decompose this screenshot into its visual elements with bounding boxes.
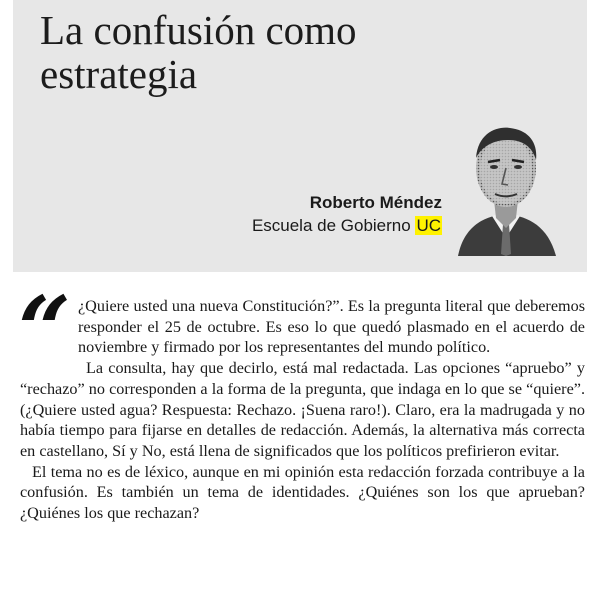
headline-line-1: La confusión como <box>40 7 357 53</box>
headline-line-2: estrategia <box>40 51 198 97</box>
paragraph-1: ¿Quiere usted una nueva Constitución?”. Es la pregunta literal que deberemos responder el 25 de octubre. Es eso lo que quedó plasmado en el acuerdo de noviembre y firmado por los representantes del mundo político. <box>78 297 585 357</box>
paragraph-2: La consulta, hay que decirlo, está mal redactada. Las opciones “apruebo” y “rechazo” no corresponden a la forma de la pregunta, que indaga en lo que se “quiere”. (¿Quiere usted agua? Respuesta: Rechazo. ¡Suena raro!). Claro, era la madrugada y no había tiempo para fijarse en detalles de redacción. Además, la alternativa más correcta en castellano, Sí y No, está llena de significados que los políticos prefirieron evitar. <box>20 359 585 460</box>
author-name: Roberto Méndez <box>309 193 442 212</box>
headline <box>40 8 357 96</box>
article-body <box>20 296 585 524</box>
author-block <box>252 192 442 238</box>
paragraph-3: El tema no es de léxico, aunque en mi opinión esta redacción forzada contribuye a la confusión. Es también un tema de identidades. ¿Quiénes son los que aprueban? ¿Quiénes los que rechazan? <box>20 462 585 523</box>
affiliation-highlight: UC <box>416 216 441 235</box>
author-portrait-icon <box>450 116 562 256</box>
affiliation-text: Escuela de Gobierno <box>251 216 416 235</box>
opening-quote-icon: “ <box>18 276 71 384</box>
author-affiliation <box>252 214 442 238</box>
